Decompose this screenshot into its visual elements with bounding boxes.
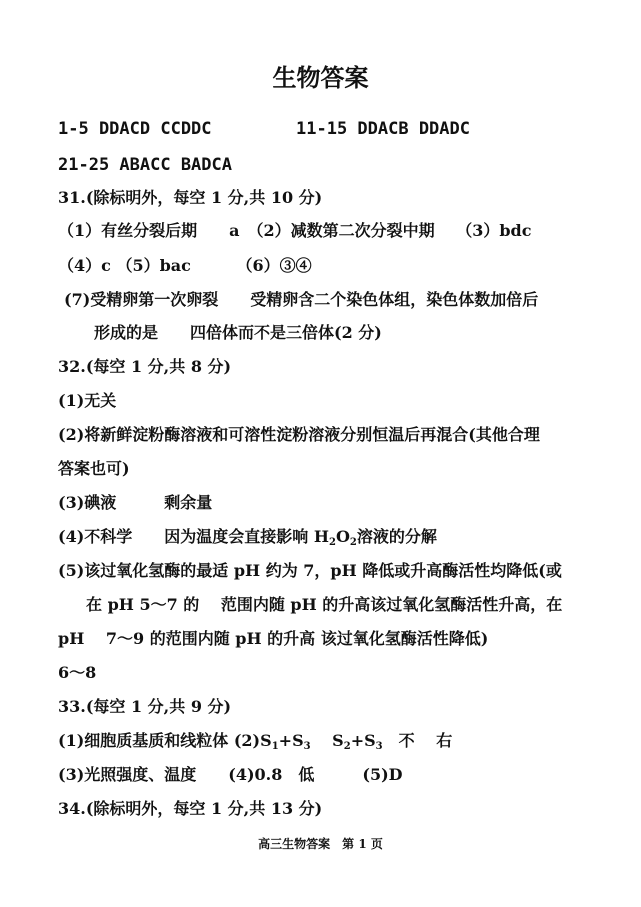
q31-line-2: （4）c （5）bac （6）③④ <box>58 256 312 275</box>
q34-header: 34.(除标明外，每空 1 分,共 13 分) <box>58 799 323 818</box>
q31-line-1: （1）有丝分裂后期 a （2）减数第二次分裂中期 （3）bdc <box>58 221 532 240</box>
q32-header: 32.(每空 1 分,共 8 分) <box>58 357 232 376</box>
mc-answers-11-15: 11-15 DDACB DDADC <box>296 119 470 139</box>
q32-line-7: 在 pH 5～7 的 范围内随 pH 的升高该过氧化氢酶活性升高，在 <box>86 595 563 614</box>
page-footer: 高三生物答案 第 1 页 <box>258 837 383 851</box>
q32-line-5: (4)不科学 因为温度会直接影响 $H_2O_2$溶液的分解 <box>58 527 437 548</box>
page-title: 生物答案 <box>272 63 369 92</box>
q31-header: 31.(除标明外，每空 1 分,共 10 分) <box>58 188 323 207</box>
q31-line-3: (7)受精卵第一次卵裂 受精卵含二个染色体组，染色体数加倍后 <box>64 290 539 309</box>
q32-line-2: (2)将新鲜淀粉酶溶液和可溶性淀粉溶液分别恒温后再混合(其他合理 <box>58 425 540 444</box>
q33-header: 33.(每空 1 分,共 9 分) <box>58 697 232 716</box>
q32-line-9: 6～8 <box>58 663 97 682</box>
q31-line-4: 形成的是 四倍体而不是三倍体(2 分) <box>94 323 382 342</box>
q32-line-6: (5)该过氧化氢酶的最适 pH 约为 7，pH 降低或升高酶活性均降低(或 <box>58 561 562 580</box>
mc-answers-21-25: 21-25 ABACC BADCA <box>58 155 232 175</box>
q33-line-1: (1)细胞质基质和线粒体 $(2)S_1+S_3$ $S_2+S_3$ 不 右 <box>58 731 453 752</box>
q32-line-3: 答案也可) <box>58 459 130 478</box>
mc-answers-1-5: 1-5 DDACD CCDDC <box>58 119 212 139</box>
q32-line-1: (1)无关 <box>58 391 117 410</box>
q32-line-8: pH 7～9 的范围内随 pH 的升高 该过氧化氢酶活性降低) <box>58 629 489 648</box>
q33-line-2: (3)光照强度、温度 (4)0.8 低 (5)D <box>58 765 403 784</box>
q32-line-4: (3)碘液 剩余量 <box>58 493 213 512</box>
